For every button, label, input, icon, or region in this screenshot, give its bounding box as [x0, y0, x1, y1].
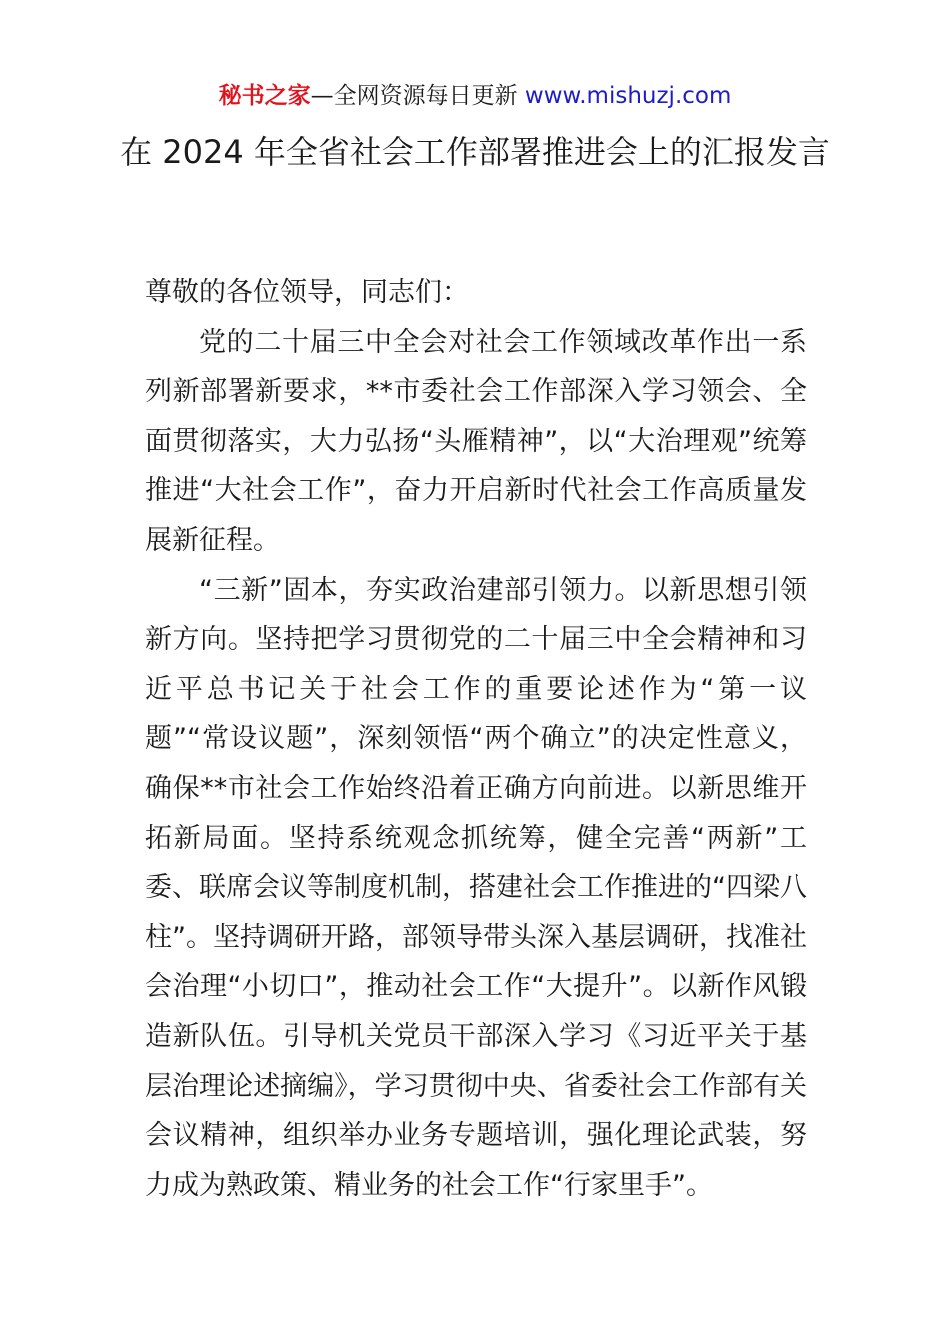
paragraph-political-building: “三新”固本，夯实政治建部引领力。以新思想引领新方向。坚持把学习贯彻党的二十届三中全会精神和习近平总书记关于社会工作的重要论述作为“第一议题”“常设议题”，深刻领悟“两个确立”的决定性意义，确保**市社会工作始终沿着正确方向前进。以新思维开拓新局面。坚持系统观念抓统筹，健全完善“两新”工委、联席会议等制度机制，搭建社会工作推进的“四梁八柱”。坚持调研开路，部领导带头深入基层调研，找准社会治理“小切口”，推动社会工作“大提升”。以新作风锻造新队伍。引导机关党员干部深入学习《习近平关于基层治理论述摘编》，学习贯彻中央、省委社会工作部有关会议精神，组织举办业务专题培训，强化理论武装，努力成为熟政策、精业务的社会工作“行家里手”。	[145, 574, 807, 1201]
document-body	[145, 268, 807, 1210]
site-url-link[interactable]: www.mishuzj.com	[524, 83, 732, 109]
salutation: 尊敬的各位领导，同志们：	[145, 277, 469, 308]
site-tagline: —全网资源每日更新	[310, 83, 525, 109]
brand-name: 秘书之家	[218, 83, 311, 109]
document-title: 在 2024 年全省社会工作部署推进会上的汇报发言	[120, 133, 830, 171]
site-header	[0, 78, 950, 114]
paragraph-intro: 党的二十届三中全会对社会工作领域改革作出一系列新部署新要求，**市委社会工作部深入学习领会、全面贯彻落实，大力弘扬“头雁精神”，以“大治理观”统筹推进“大社会工作”，奋力开启新时代社会工作高质量发展新征程。	[145, 326, 807, 556]
